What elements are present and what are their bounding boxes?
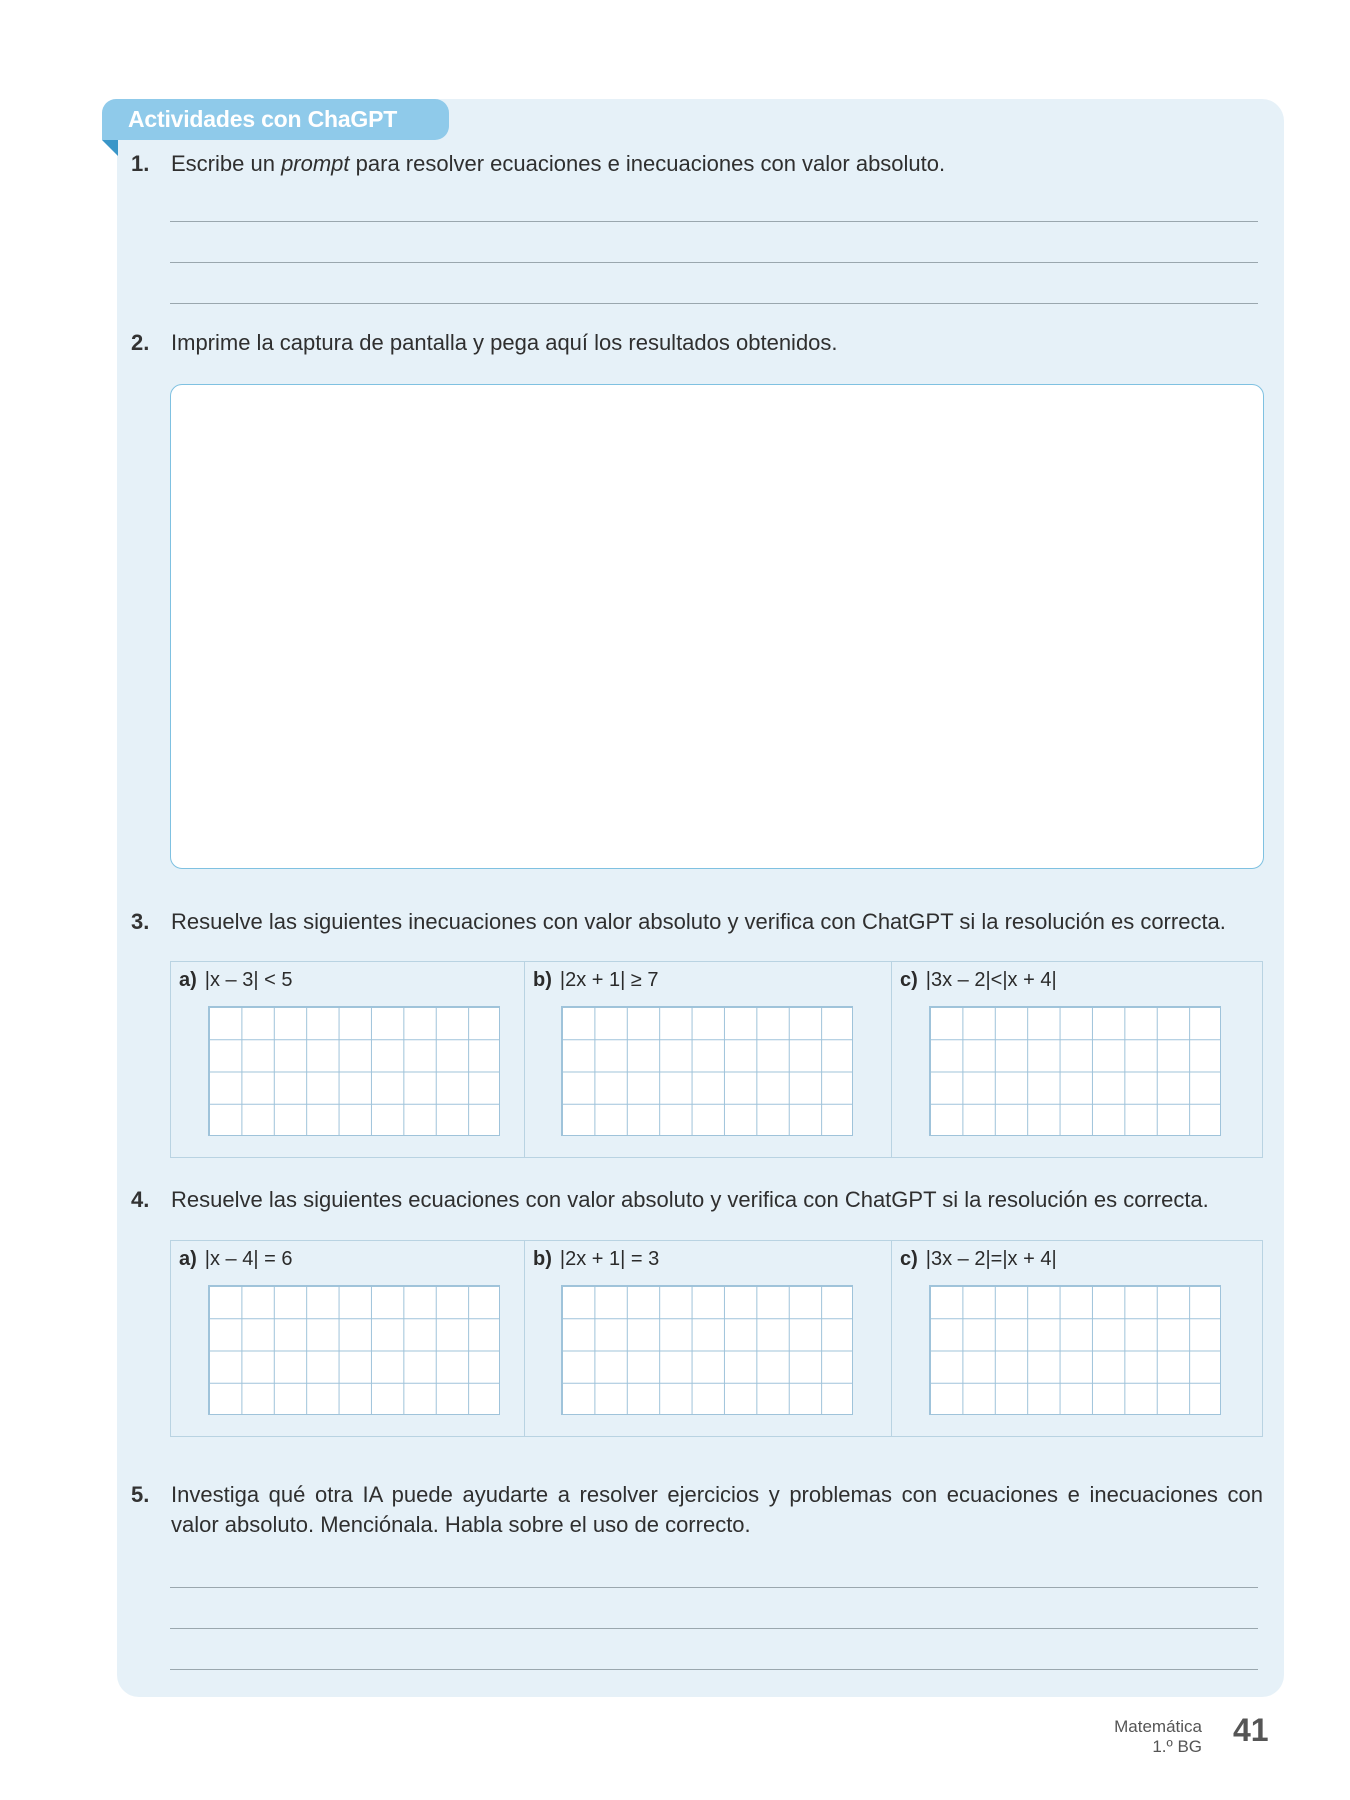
exercise-cell — [892, 962, 1262, 1157]
answer-line[interactable] — [170, 1628, 1258, 1629]
footer-subject — [1114, 1717, 1202, 1757]
grid-workspace[interactable] — [208, 1285, 500, 1415]
subject-name: Matemática — [1114, 1717, 1202, 1736]
exercise-label: a) |x – 3| < 5 — [179, 969, 293, 991]
tab-fold — [102, 140, 118, 156]
grid-workspace[interactable] — [929, 1285, 1221, 1415]
exercise-label: b) |2x + 1| = 3 — [533, 1248, 660, 1270]
exercise-cell — [171, 1241, 525, 1436]
question-4 — [131, 1185, 1209, 1215]
section-title: Actividades con ChaGPT — [102, 99, 449, 140]
exercise-label: a) |x – 4| = 6 — [179, 1248, 293, 1270]
answer-line[interactable] — [170, 221, 1258, 222]
question-text: Investiga qué otra IA puede ayudarte a resolver ejercicios y problemas con ecuaciones e inecuaciones con valor absoluto. Menciónala. Habla sobre el uso de correcto. — [171, 1482, 1263, 1537]
question-number: 4. — [131, 1187, 150, 1212]
question-1 — [131, 149, 946, 179]
inequalities-table — [170, 961, 1263, 1158]
question-number: 1. — [131, 151, 150, 176]
question-text: Escribe un prompt para resolver ecuaciones e inecuaciones con valor absoluto. — [171, 151, 946, 176]
question-number: 3. — [131, 909, 150, 934]
question-text: Resuelve las siguientes inecuaciones con valor absoluto y verifica con ChatGPT si la resolución es correcta. — [171, 909, 1226, 934]
question-3 — [131, 907, 1226, 937]
exercise-label: c) |3x – 2|<|x + 4| — [900, 969, 1057, 991]
screenshot-paste-box[interactable] — [170, 384, 1264, 869]
answer-line[interactable] — [170, 1669, 1258, 1670]
exercise-label: c) |3x – 2|=|x + 4| — [900, 1248, 1057, 1270]
question-2 — [131, 328, 838, 358]
exercise-cell — [171, 962, 525, 1157]
exercise-cell — [525, 1241, 892, 1436]
question-text: Resuelve las siguientes ecuaciones con valor absoluto y verifica con ChatGPT si la resolución es correcta. — [171, 1187, 1209, 1212]
question-number: 5. — [131, 1482, 150, 1507]
question-number: 2. — [131, 330, 150, 355]
grid-workspace[interactable] — [929, 1006, 1221, 1136]
exercise-label: b) |2x + 1| ≥ 7 — [533, 969, 659, 991]
question-text: Imprime la captura de pantalla y pega aquí los resultados obtenidos. — [171, 330, 838, 355]
grade-level: 1.º BG — [1152, 1737, 1202, 1756]
question-5 — [131, 1480, 1263, 1537]
grid-workspace[interactable] — [561, 1006, 853, 1136]
page-number: 41 — [1233, 1712, 1269, 1748]
equations-table — [170, 1240, 1263, 1437]
answer-line[interactable] — [170, 1587, 1258, 1588]
answer-line[interactable] — [170, 262, 1258, 263]
exercise-cell — [525, 962, 892, 1157]
grid-workspace[interactable] — [561, 1285, 853, 1415]
grid-workspace[interactable] — [208, 1006, 500, 1136]
exercise-cell — [892, 1241, 1262, 1436]
answer-line[interactable] — [170, 303, 1258, 304]
